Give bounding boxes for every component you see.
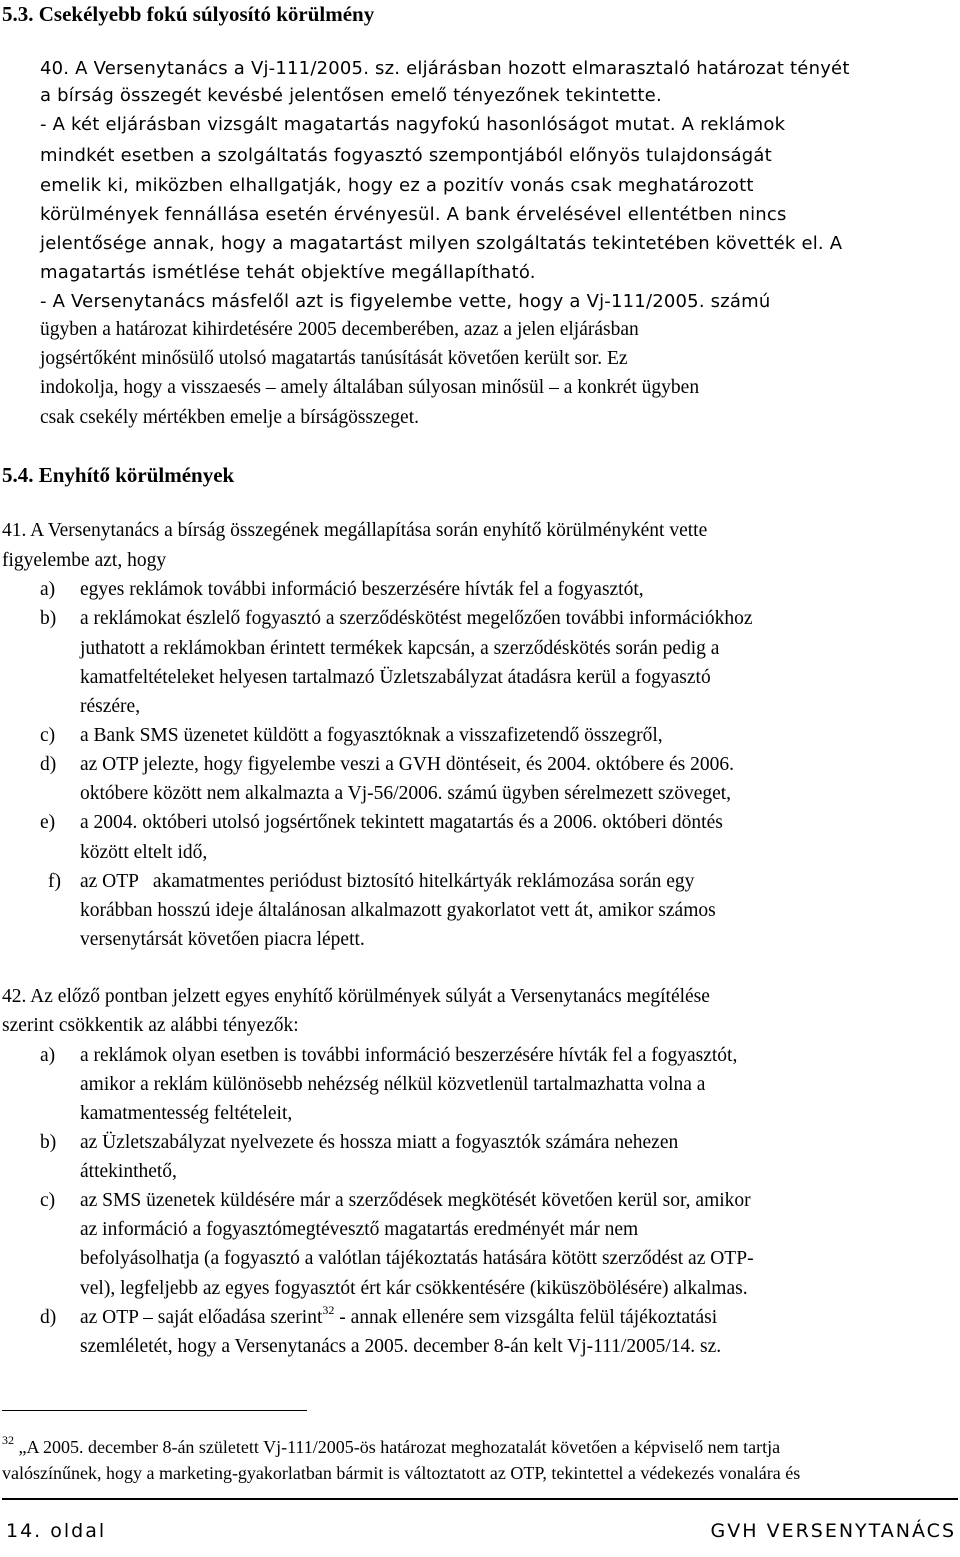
list-item-line: kamatmentesség feltételeit, [80,1103,293,1124]
bullet-2-line-5: csak csekély mértékben emelje a bírságösszeget. [40,407,420,428]
section-heading-5-3: 5.3. Csekélyebb fokú súlyosító körülmény [2,2,375,26]
footnote-line-2: valószínűnek, hogy a marketing-gyakorlatban bármit is változtatott az OTP, tekintettel a védekezés vonalára és [2,1463,801,1483]
bullet-2-line-4: indokolja, hogy a visszaesés – amely általában súlyosan minősül – a konkrét ügyben [40,377,700,398]
list-item-line: a reklámok olyan esetben is további információ beszerzésére hívták fel a fogyasztót, [80,1045,738,1066]
list-item-line: októbere között nem alkalmazta a Vj-56/2006. számú ügyben sérelmezett szöveget, [80,783,732,804]
item-label: a) [40,579,56,600]
list-item-line: korábban hosszú ideje általánosan alkalmazott gyakorlatot vett át, amikor számos [80,900,716,921]
list-item-line: a 2004. októberi utolsó jogsértőnek tekintett magatartás és a 2006. októberi döntés [80,812,723,833]
footnote-ref[interactable]: 32 [322,1303,335,1317]
footnote-line-1 [2,1433,780,1461]
para-40-line-2: a bírság összegét kevésbé jelentősen emelő tényezőnek tekintette. [40,85,662,106]
list-item-line: között eltelt idő, [80,842,208,863]
section-heading-5-4: 5.4. Enyhítő körülmények [2,463,235,487]
bullet-1-line-3: emelik ki, miközben elhallgatják, hogy ez a pozitív vonás csak meghatározott [40,175,754,196]
item-label: f) [48,871,61,892]
list-item-line: kamatfeltételeket helyesen tartalmazó Üzletszabályzat átadásra kerül a fogyasztó [80,667,711,688]
page-number: 14. oldal [6,1520,107,1542]
item-label: d) [40,1307,57,1328]
list-item-line: áttekinthető, [80,1161,177,1182]
footnote-separator [2,1410,307,1411]
list-item-line: versenytársát követően piacra lépett. [80,929,365,950]
list-item-line: az OTP akamatmentes periódust biztosító hitelkártyák reklámozása során egy [80,871,695,892]
footer-rule [2,1498,958,1500]
item-label: b) [40,608,57,629]
bullet-1-line-5: jelentősége annak, hogy a magatartást milyen szolgáltatás tekintetében követték el. A [40,233,843,254]
item-label: d) [40,754,57,775]
text: - annak ellenére sem vizsgálta felül tájékoztatási [334,1307,718,1328]
list-item-line: a reklámokat észlelő fogyasztó a szerződéskötést megelőzően további információkhoz [80,608,753,629]
list-item-line: egyes reklámok további információ beszerzésére hívták fel a fogyasztót, [80,579,644,600]
bullet-1-line-1: - A két eljárásban vizsgált magatartás nagyfokú hasonlóságot mutat. A reklámok [40,114,786,135]
list-item-line: amikor a reklám különösebb nehézség nélkül közvetlenül tartalmazhatta volna a [80,1074,706,1095]
list-item-line: az OTP jelezte, hogy figyelembe veszi a GVH döntéseit, és 2004. októbere és 2006. [80,754,734,775]
list-item-line: befolyásolhatja (a fogyasztó a valótlan tájékoztatás hatására kötött szerződést az OTP- [80,1248,754,1269]
text: 40. A Versenytanács a Vj-111/2005. sz. eljárásban hozott elmarasztaló határozat tényét [40,58,850,79]
item-label: c) [40,725,56,746]
item-label: e) [40,812,56,833]
list-item-line: az Üzletszabályzat nyelvezete és hossza miatt a fogyasztók számára nehezen [80,1132,679,1153]
para-42-line-2: szerint csökkentik az alábbi tényezők: [2,1015,299,1036]
footnote-number: 32 [2,1433,14,1447]
list-item-line: a Bank SMS üzenetet küldött a fogyasztóknak a visszafizetendő összegről, [80,725,663,746]
bullet-2-line-1: - A Versenytanács másfelől azt is figyelembe vette, hogy a Vj-111/2005. számú [40,291,771,312]
bullet-1-line-2: mindkét esetben a szolgáltatás fogyasztó szempontjából előnyös tulajdonságát [40,145,772,166]
list-item-line: az információ a fogyasztómegtévesztő magatartás eredményét már nem [80,1219,639,1240]
item-label: a) [40,1045,56,1066]
list-item-line: szemléletét, hogy a Versenytanács a 2005. december 8-án kelt Vj-111/2005/14. sz. [80,1336,722,1357]
para-41-line-1: 41. A Versenytanács a bírság összegének megállapítása során enyhítő körülményként vette [2,520,708,541]
list-item-line: részére, [80,696,141,717]
bullet-1-line-4: körülmények fennállása esetén érvényesül. A bank érvelésével ellentétben nincs [40,204,787,225]
bullet-1-line-6: magatartás ismétlése tehát objektíve megállapítható. [40,262,536,283]
text: „A 2005. december 8-án született Vj-111/2005-ös határozat meghozatalát követően a képviselő nem tartja [18,1437,781,1457]
para-42-line-1: 42. Az előző pontban jelzett egyes enyhítő körülmények súlyát a Versenytanács megítélése [2,986,710,1007]
item-label: c) [40,1190,56,1211]
para-40-line-1 [40,55,955,83]
para-41-line-2: figyelembe azt, hogy [2,550,167,571]
list-item-line [80,1304,717,1332]
text: az OTP – saját előadása szerint [80,1307,323,1328]
item-label: b) [40,1132,57,1153]
list-item-line: juthatott a reklámokban érintett termékek kapcsán, a szerződéskötés során pedig a [80,638,720,659]
list-item-line: vel), legfeljebb az egyes fogyasztót ért kár csökkentésére (kiküszöbölésére) alkalmas. [80,1278,748,1299]
bullet-2-line-2: ügyben a határozat kihirdetésére 2005 decemberében, azaz a jelen eljárásban [40,319,639,340]
bullet-2-line-3: jogsértőként minősülő utolsó magatartás tanúsítását követően került sor. Ez [40,348,628,369]
footer-org: GVH VERSENYTANÁCS [710,1520,956,1542]
list-item-line: az SMS üzenetek küldésére már a szerződések megkötését követően kerül sor, amikor [80,1190,751,1211]
